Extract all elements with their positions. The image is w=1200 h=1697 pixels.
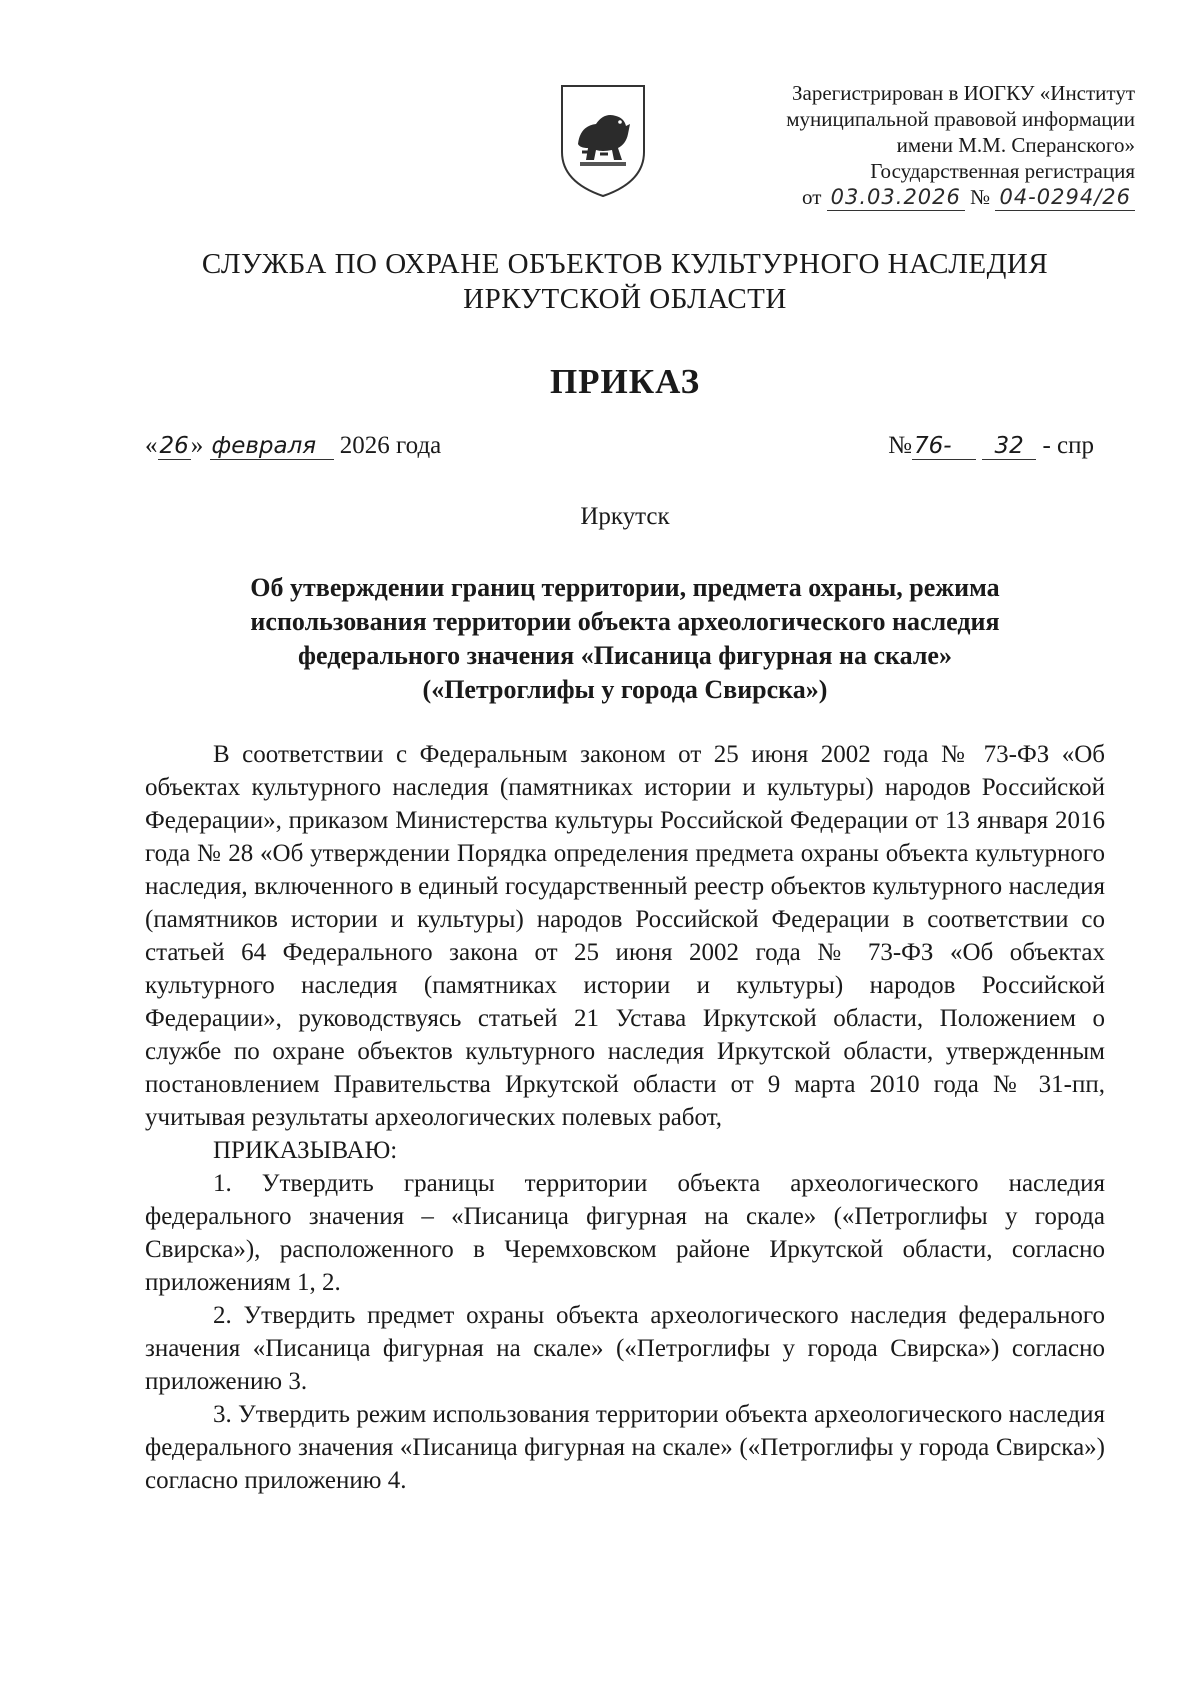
order-number-part1: 76- [912,433,976,460]
registration-date: 03.03.2026 [827,184,965,211]
order-number-prefix: № [888,432,912,459]
registration-line: имени М.М. Сперанского» [896,133,1135,157]
order-day: 26 [159,433,189,459]
order-item-2: 2. Утвердить предмет охраны объекта археологического наследия федерального значения «Писаница фигурная на скале» («Петроглифы у города Свирска») согласно приложению 3. [145,1302,1105,1395]
registration-line: Зарегистрирован в ИОГКУ «Институт [791,81,1135,105]
order-number-part2: 32 [982,433,1036,460]
registration-number: 04-0294/26 [995,184,1135,211]
registration-details [615,184,1135,211]
order-number-suffix: - спр [1042,432,1094,459]
order-date: «26» февраля 2026 года [145,432,442,459]
agency-line: ИРКУТСКОЙ ОБЛАСТИ [463,283,787,315]
subject-line: Об утверждении границ территории, предмета охраны, режима [250,573,1000,602]
order-year: 2026 года [339,432,442,459]
document-title: ПРИКАЗ [549,362,701,401]
registration-line: Государственная регистрация [870,159,1135,183]
registration-date-prefix: от [802,185,822,209]
subject-line: использования территории объекта археологического наследия [250,607,1000,636]
order-subject [0,571,1200,707]
city: Иркутск [580,503,670,530]
agency-name [0,247,1200,317]
agency-line: СЛУЖБА ПО ОХРАНЕ ОБЪЕКТОВ КУЛЬТУРНОГО НАСЛЕДИЯ [201,248,1049,280]
registration-line: муниципальной правовой информации [786,107,1135,131]
order-month: февраля [210,433,334,460]
subject-line: («Петроглифы у города Свирска») [422,675,828,704]
command-word: ПРИКАЗЫВАЮ: [213,1137,398,1164]
subject-line: федерального значения «Писаница фигурная на скале» [298,641,952,670]
registration-stamp [615,80,1135,211]
preamble-paragraph: В соответствии с Федеральным законом от 25 июня 2002 года № 73-ФЗ «Об объектах культурного наследия (памятниках истории и культуры) народов Российской Федерации», приказом Министерства культуры Российской Федерации от 13 января 2016 года № 28 «Об утверждении Порядка определения предмета охраны объекта культурного наследия, включенного в единый государственный реестр объектов культурного наследия (памятников истории и культуры) народов Российской Федерации в соответствии со статьей 64 Федерального закона от 25 июня 2002 года № 73-ФЗ «Об объектах культурного наследия (памятниках истории и культуры) народов Российской Федерации», руководствуясь статьей 21 Устава Иркутской области, Положением о службе по охране объектов культурного наследия Иркутской области, утвержденным постановлением Правительства Иркутской области от 9 марта 2010 года № 31-пп, учитывая результаты археологических полевых работ, [145,741,1105,1131]
order-item-3: 3. Утвердить режим использования территории объекта археологического наследия федерального значения «Писаница фигурная на скале» («Петроглифы у города Свирска») согласно приложению 4. [145,1401,1105,1494]
order-body [145,738,1105,1497]
registration-number-prefix: № [970,185,991,209]
order-item-1: 1. Утвердить границы территории объекта археологического наследия федерального значения – «Писаница фигурная на скале» («Петроглифы у города Свирска»), расположенного в Черемховском районе Иркутской области, согласно приложениям 1, 2. [145,1170,1105,1296]
order-number [888,432,1094,460]
